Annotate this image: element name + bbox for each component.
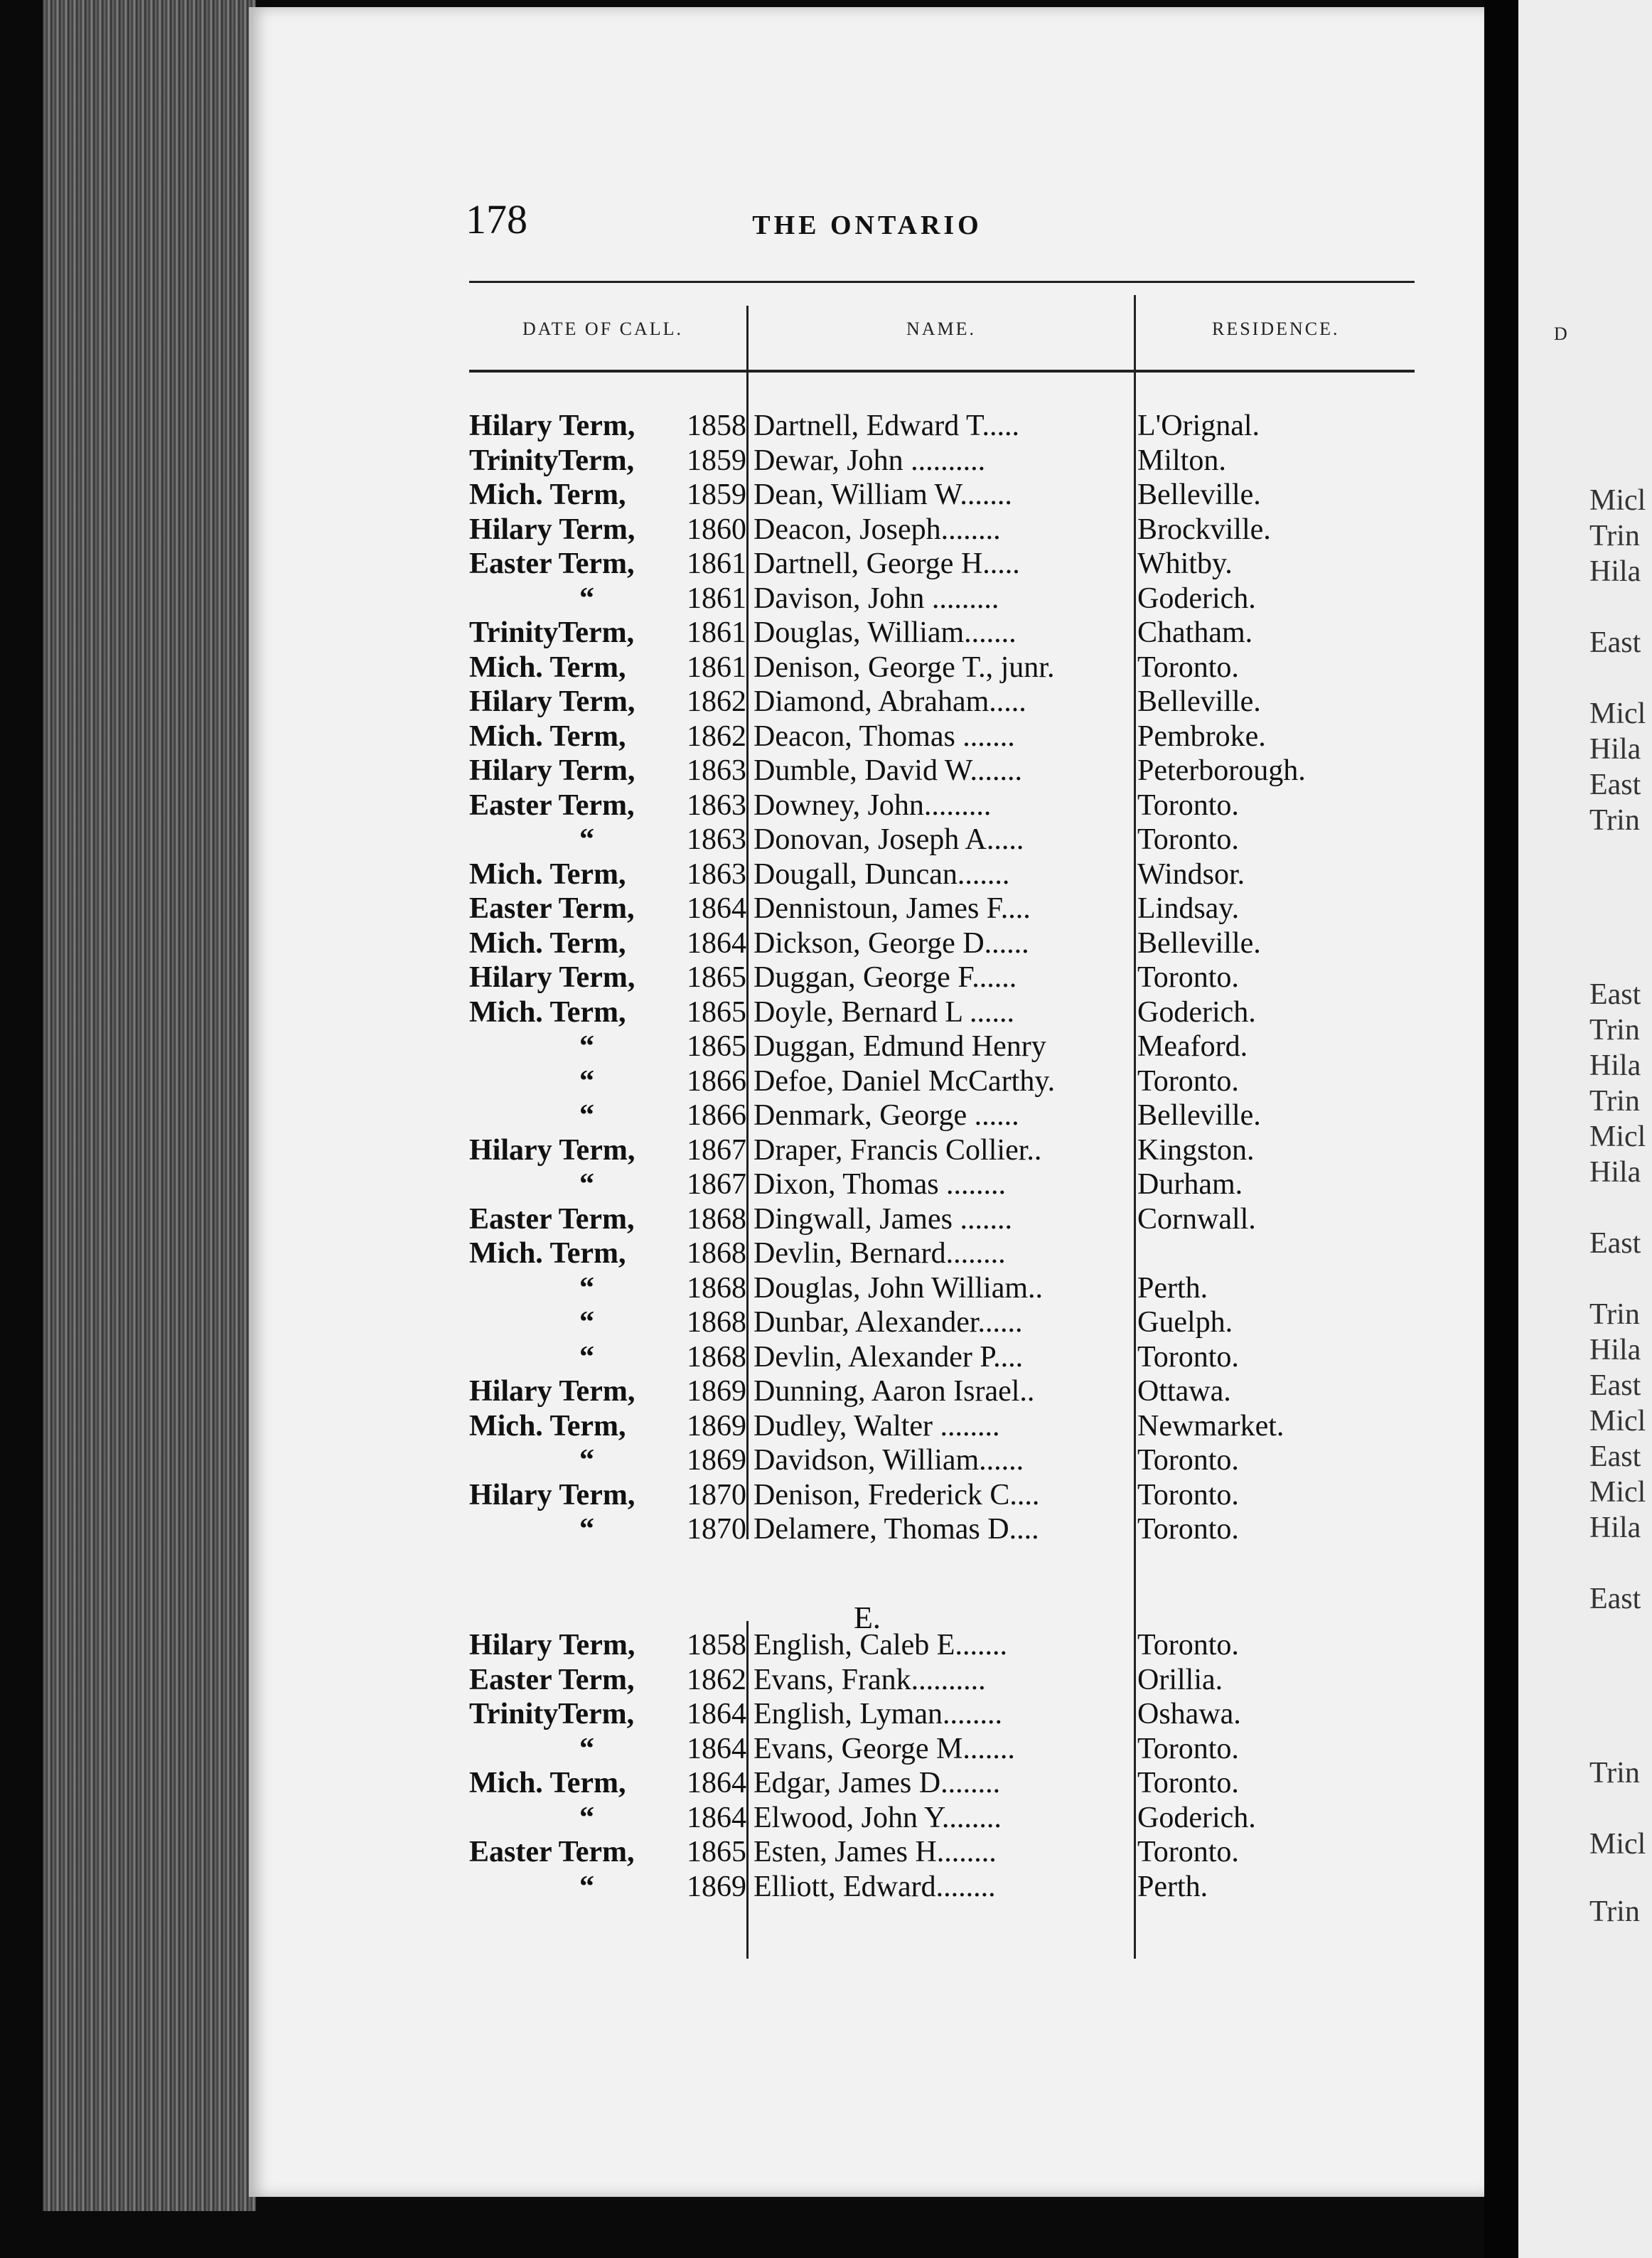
facing-page [1518, 0, 1652, 2258]
entry-year: 1865 [687, 961, 746, 994]
entry-year: 1864 [687, 1801, 746, 1834]
entry-year: 1868 [687, 1340, 746, 1374]
entry-residence: Lindsay. [1137, 892, 1240, 925]
facing-page-term-fragment: Micl [1589, 1405, 1646, 1438]
entry-name: Dunbar, Alexander...... [753, 1306, 1023, 1339]
entry-name: Dougall, Duncan....... [753, 857, 1010, 891]
entry-residence: Newmarket. [1137, 1409, 1284, 1443]
entry-year: 1864 [687, 1767, 746, 1799]
entry-year: 1870 [687, 1478, 746, 1511]
facing-page-term-fragment: Hila [1589, 1334, 1641, 1366]
entry-year: 1859 [687, 478, 746, 511]
facing-page-term-fragment: Trin [1589, 1298, 1640, 1331]
entry-name: Defoe, Daniel McCarthy. [753, 1064, 1056, 1098]
entry-name: Davidson, William...... [753, 1444, 1024, 1477]
entry-name: English, Lyman........ [753, 1698, 1002, 1730]
entry-term: Mich. Term, [469, 926, 626, 960]
facing-page-term-fragment: East [1589, 1369, 1641, 1402]
entry-residence: Belleville. [1137, 685, 1261, 718]
entry-name: Devlin, Alexander P.... [753, 1340, 1024, 1374]
entry-residence: Guelph. [1137, 1306, 1233, 1339]
entry-residence: Goderich. [1137, 995, 1256, 1029]
entry-name: Draper, Francis Collier.. [753, 1133, 1042, 1167]
entry-name: Dunning, Aaron Israel.. [753, 1375, 1035, 1408]
entry-residence: Peterborough. [1137, 754, 1306, 787]
entry-year: 1864 [687, 1698, 746, 1730]
entry-term: Hilary Term, [469, 1375, 635, 1408]
entry-year: 1864 [687, 926, 746, 960]
facing-page-term-fragment: Trin [1589, 520, 1640, 552]
entry-term: TrinityTerm, [469, 616, 635, 649]
facing-page-term-fragment: Micl [1589, 1828, 1646, 1861]
entry-name: Dumble, David W....... [753, 754, 1022, 787]
entry-residence: Windsor. [1137, 857, 1245, 891]
facing-page-term-fragment: Trin [1589, 1895, 1640, 1928]
entry-year: 1864 [687, 1732, 746, 1765]
column-head-name: NAME. [906, 319, 977, 339]
facing-page-term-fragment: East [1589, 978, 1641, 1011]
entry-year: 1869 [687, 1870, 746, 1903]
entry-name: Dewar, John .......... [753, 444, 986, 477]
entry-residence: Meaford. [1137, 1030, 1248, 1063]
entry-year: 1865 [687, 1836, 746, 1868]
entry-name: Elliott, Edward........ [753, 1870, 996, 1903]
entry-residence: Perth. [1137, 1271, 1208, 1305]
entry-term: “ [579, 1168, 594, 1201]
entry-residence: Toronto. [1137, 788, 1239, 822]
entry-term: Mich. Term, [469, 1237, 626, 1270]
entry-term: Easter Term, [469, 788, 635, 822]
entry-year: 1863 [687, 823, 746, 856]
entry-name: Donovan, Joseph A..... [753, 823, 1024, 856]
entry-name: Dean, William W....... [753, 478, 1012, 511]
entry-year: 1865 [687, 1030, 746, 1063]
entry-term: Hilary Term, [469, 410, 635, 442]
entry-residence: Perth. [1137, 1870, 1208, 1903]
entry-name: Evans, George M....... [753, 1732, 1015, 1765]
entry-year: 1864 [687, 892, 746, 925]
book-gutter [1484, 0, 1518, 2258]
entry-name: Devlin, Bernard........ [753, 1237, 1006, 1270]
top-rule [469, 281, 1415, 283]
entry-term: Mich. Term, [469, 651, 626, 684]
facing-page-term-fragment: East [1589, 1440, 1641, 1473]
entry-year: 1867 [687, 1133, 746, 1167]
entry-term: “ [579, 1444, 594, 1477]
entry-term: Mich. Term, [469, 478, 626, 511]
entry-term: Hilary Term, [469, 961, 635, 994]
entry-year: 1867 [687, 1168, 746, 1201]
entry-term: “ [579, 1801, 594, 1834]
facing-page-term-fragment: Trin [1589, 1085, 1640, 1118]
entry-term: Mich. Term, [469, 995, 626, 1029]
entry-residence: Toronto. [1137, 1629, 1239, 1662]
entry-term: Easter Term, [469, 1836, 635, 1868]
entry-term: “ [579, 1099, 594, 1132]
entry-residence: Milton. [1137, 444, 1226, 477]
entry-residence: Toronto. [1137, 1340, 1239, 1374]
facing-page-term-fragment: East [1589, 1227, 1641, 1260]
entry-residence: Whitby. [1137, 547, 1233, 580]
facing-page-term-fragment: Micl [1589, 484, 1646, 517]
entry-name: Dixon, Thomas ........ [753, 1168, 1007, 1201]
entry-term: “ [579, 1870, 594, 1903]
entry-term: “ [579, 1271, 594, 1305]
entry-year: 1862 [687, 719, 746, 753]
entry-name: Esten, James H........ [753, 1836, 997, 1868]
entry-term: “ [579, 1064, 594, 1098]
entry-year: 1869 [687, 1444, 746, 1477]
entry-name: Dingwall, James ....... [753, 1202, 1012, 1236]
facing-page-term-fragment: Hila [1589, 555, 1641, 588]
entry-term: Hilary Term, [469, 1478, 635, 1511]
entry-term: Mich. Term, [469, 857, 626, 891]
entry-name: Dartnell, George H..... [753, 547, 1020, 580]
entry-residence: Cornwall. [1137, 1202, 1256, 1236]
entry-year: 1868 [687, 1237, 746, 1270]
entry-residence: Toronto. [1137, 961, 1239, 994]
entry-residence: Toronto. [1137, 1836, 1239, 1868]
running-head: THE ONTARIO [752, 210, 982, 240]
entry-term: Easter Term, [469, 1663, 635, 1696]
entry-term: Mich. Term, [469, 719, 626, 753]
facing-page-term-fragment: Trin [1589, 1757, 1640, 1789]
entry-term: TrinityTerm, [469, 1698, 635, 1730]
entry-term: Easter Term, [469, 547, 635, 580]
entry-residence: Goderich. [1137, 582, 1256, 615]
column-head-date: DATE OF CALL. [522, 319, 684, 339]
entry-residence: Toronto. [1137, 1732, 1239, 1765]
entry-name: Davison, John ......... [753, 582, 999, 615]
entry-term: “ [579, 1340, 594, 1374]
entry-residence: Toronto. [1137, 1767, 1239, 1799]
book-page-edges [43, 0, 256, 2211]
facing-page-term-fragment: Hila [1589, 733, 1641, 766]
entry-name: Deacon, Thomas ....... [753, 719, 1015, 753]
entry-year: 1862 [687, 1663, 746, 1696]
facing-page-term-fragment: Micl [1589, 1476, 1646, 1509]
entry-year: 1862 [687, 685, 746, 718]
entry-residence: Chatham. [1137, 616, 1253, 649]
facing-page-term-fragment: Trin [1589, 1014, 1640, 1047]
entry-residence: Toronto. [1137, 1444, 1239, 1477]
facing-page-term-fragment: Trin [1589, 804, 1640, 837]
entry-residence: Toronto. [1137, 1478, 1239, 1511]
entry-residence: Toronto. [1137, 1513, 1239, 1546]
entry-term: Mich. Term, [469, 1767, 626, 1799]
entry-residence: Pembroke. [1137, 719, 1266, 753]
entry-name: Duggan, Edmund Henry [753, 1030, 1046, 1063]
entry-name: Douglas, John William.. [753, 1271, 1044, 1305]
entry-year: 1859 [687, 444, 746, 477]
facing-page-term-fragment: Micl [1589, 697, 1646, 730]
entry-term: “ [579, 1732, 594, 1765]
entry-term: Easter Term, [469, 1202, 635, 1236]
entry-term: Hilary Term, [469, 1133, 635, 1167]
entry-term: “ [579, 582, 594, 615]
entry-term: “ [579, 1030, 594, 1063]
entry-residence: Belleville. [1137, 1099, 1261, 1132]
entry-residence: Ottawa. [1137, 1375, 1231, 1408]
entry-term: Hilary Term, [469, 754, 635, 787]
entry-name: Douglas, William....... [753, 616, 1017, 649]
entry-residence: L'Orignal. [1137, 410, 1260, 442]
entry-residence: Orillia. [1137, 1663, 1223, 1696]
entry-term: Hilary Term, [469, 513, 635, 546]
entry-term: “ [579, 1306, 594, 1339]
entry-name: Denison, Frederick C.... [753, 1478, 1040, 1511]
entry-year: 1861 [687, 582, 746, 615]
entry-name: Dennistoun, James F.... [753, 892, 1031, 925]
entry-name: Downey, John......... [753, 788, 992, 822]
facing-page-term-fragment: Hila [1589, 1049, 1641, 1082]
header-rule [469, 370, 1415, 373]
facing-page-header: D [1554, 323, 1567, 344]
entry-year: 1866 [687, 1064, 746, 1098]
entry-term: “ [579, 823, 594, 856]
entry-year: 1868 [687, 1202, 746, 1236]
page-number: 178 [466, 196, 527, 242]
entry-name: English, Caleb E....... [753, 1629, 1007, 1662]
entry-term: Hilary Term, [469, 1629, 635, 1662]
entry-name: Deacon, Joseph........ [753, 513, 1001, 546]
entry-name: Doyle, Bernard L ...... [753, 995, 1015, 1029]
entry-term: Easter Term, [469, 892, 635, 925]
entry-year: 1863 [687, 857, 746, 891]
entry-residence: Belleville. [1137, 926, 1261, 960]
entry-residence: Toronto. [1137, 823, 1239, 856]
facing-page-term-fragment: Hila [1589, 1511, 1641, 1544]
entry-residence: Kingston. [1137, 1133, 1255, 1167]
book-page [249, 7, 1486, 2197]
entry-name: Denmark, George ...... [753, 1099, 1019, 1132]
facing-page-term-fragment: East [1589, 626, 1641, 659]
entry-name: Duggan, George F...... [753, 961, 1017, 994]
entry-year: 1865 [687, 995, 746, 1029]
entry-year: 1868 [687, 1271, 746, 1305]
entry-name: Dickson, George D...... [753, 926, 1029, 960]
entry-residence: Toronto. [1137, 651, 1239, 684]
entry-residence: Goderich. [1137, 1801, 1256, 1834]
entry-year: 1870 [687, 1513, 746, 1546]
entry-term: TrinityTerm, [469, 444, 635, 477]
entry-residence: Oshawa. [1137, 1698, 1241, 1730]
entry-name: Dartnell, Edward T..... [753, 410, 1020, 442]
entry-name: Denison, George T., junr. [753, 651, 1055, 684]
facing-page-term-fragment: East [1589, 769, 1641, 801]
entry-year: 1861 [687, 651, 746, 684]
entry-term: “ [579, 1513, 594, 1546]
facing-page-term-fragment: Hila [1589, 1156, 1641, 1189]
entry-term: Mich. Term, [469, 1409, 626, 1443]
entry-name: Elwood, John Y........ [753, 1801, 1002, 1834]
entry-year: 1863 [687, 788, 746, 822]
entry-year: 1869 [687, 1375, 746, 1408]
entry-year: 1858 [687, 1629, 746, 1662]
entry-name: Edgar, James D........ [753, 1767, 1001, 1799]
entry-year: 1861 [687, 616, 746, 649]
entry-residence: Toronto. [1137, 1064, 1239, 1098]
column-head-residence: RESIDENCE. [1212, 319, 1340, 339]
facing-page-term-fragment: Micl [1589, 1120, 1646, 1153]
entry-name: Delamere, Thomas D.... [753, 1513, 1039, 1546]
entry-year: 1860 [687, 513, 746, 546]
entry-year: 1863 [687, 754, 746, 787]
entry-name: Dudley, Walter ........ [753, 1409, 1000, 1443]
entry-name: Evans, Frank.......... [753, 1663, 986, 1696]
facing-page-term-fragment: East [1589, 1583, 1641, 1615]
entry-term: Hilary Term, [469, 685, 635, 718]
entry-year: 1866 [687, 1099, 746, 1132]
entry-year: 1858 [687, 410, 746, 442]
entry-residence: Durham. [1137, 1168, 1243, 1201]
entry-year: 1861 [687, 547, 746, 580]
entry-residence: Brockville. [1137, 513, 1271, 546]
entry-year: 1868 [687, 1306, 746, 1339]
entry-year: 1869 [687, 1409, 746, 1443]
entry-name: Diamond, Abraham..... [753, 685, 1026, 718]
entry-residence: Belleville. [1137, 478, 1261, 511]
section-letter-e: E. [854, 1600, 881, 1635]
